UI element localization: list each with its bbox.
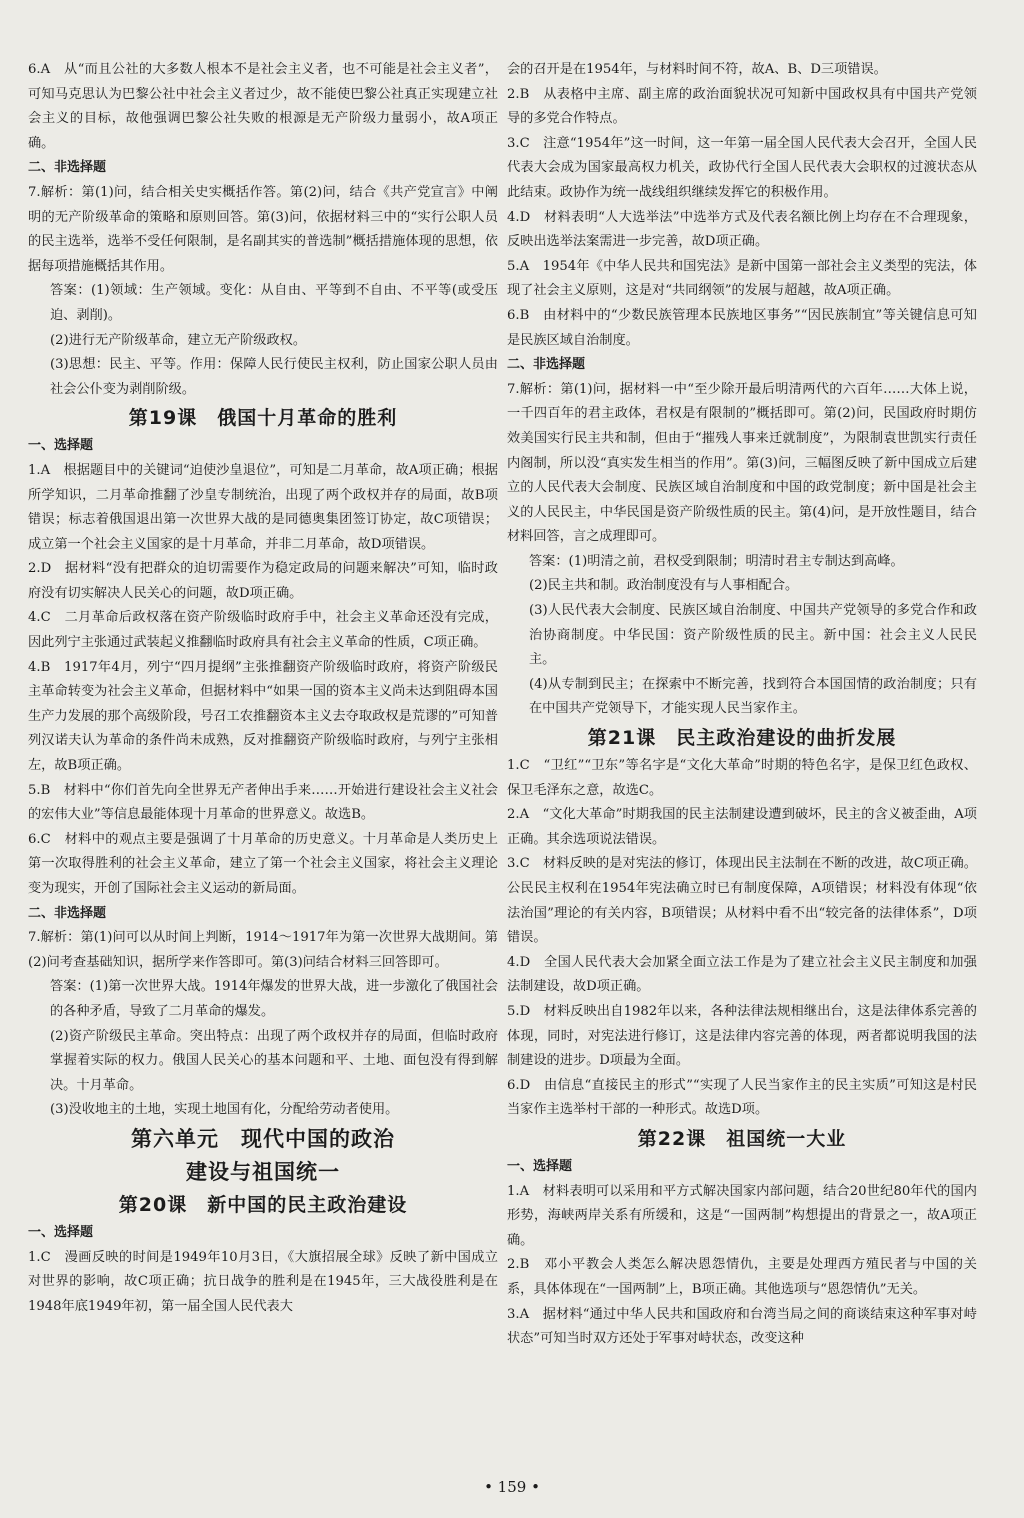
page-number: • 159 • <box>484 1478 540 1496</box>
lesson-title: 第19课 俄国十月革命的胜利 <box>128 407 398 430</box>
answer-item: 4.B 1917年4月，列宁“四月提纲”主张推翻资产阶级临时政府，将资产阶级民主革命转变为社会主义革命，但据材料中“如果一国的资本主义尚未达到阻碍本国生产力发展的那个高级阶段，号召工农推翻资本主义去夺取政权是荒谬的”可知普列汉诺夫认为革命的条件尚未成熟，反对推翻资产阶级临时政府，与列宁主张相左，故B项正确。 <box>28 659 498 774</box>
lesson-title: 第20课 新中国的民主政治建设 <box>118 1193 408 1216</box>
answer-item: 7.解析：第(1)问，据材料一中“至少除开最后明清两代的六百年……大体上说，一千四百年的君主政体，君权是有限制的”概括即可。第(2)问，民国政府时期仿效美国实行民主共和制，但由于“摧残人事来迁就制度”，为限制袁世凯实行责任内阁制，所以没“真实发生相当的作用”。第(3)问，三幅图反映了新中国成立后建立的人民代表大会制度、民族区域自治制度和中国的政党制度；新中国是社会主义的人民民主，中华民国是资产阶级性质的民主。第(4)问，是开放性题目，结合材料回答，言之成理即可。 <box>507 381 977 545</box>
answer-item: 会的召开是在1954年，与材料时间不符，故A、B、D三项错误。 <box>507 62 887 77</box>
answer-text: (3)人民代表大会制度、民族区域自治制度、中国共产党领导的多党合作和政治协商制度。中华民国：资产阶级性质的民主。新中国：社会主义人民民主。 <box>529 603 977 668</box>
answer-text: 答案：(1)第一次世界大战。1914年爆发的世界大战，进一步激化了俄国社会的各种矛盾，导致了二月革命的爆发。 <box>50 979 498 1019</box>
left-column <box>28 58 498 1319</box>
answer-item: 5.A 1954年《中华人民共和国宪法》是新中国第一部社会主义类型的宪法，体现了社会主义原则，这是对“共同纲领”的发展与超越，故A项正确。 <box>507 258 977 299</box>
section-heading: 二、非选择题 <box>507 357 586 373</box>
answer-item: 2.B 从表格中主席、副主席的政治面貌状况可知新中国政权具有中国共产党领导的多党合作特点。 <box>507 86 977 127</box>
answer-item: 6.A 从“而且公社的大多数人根本不是社会主义者，也不可能是社会主义者”，可知马克思认为巴黎公社中社会主义者过少，故不能使巴黎公社真正实现建立社会主义的目标，故他强调巴黎公社失败的根源是无产阶级力量弱小，故A项正确。 <box>28 62 498 151</box>
answer-item: 7.解析：第(1)问，结合相关史实概括作答。第(2)问，结合《共产党宣言》中阐明的无产阶级革命的策略和原则回答。第(3)问，依据材料三中的“实行公职人员的民主选举，选举不受任何限制，是名副其实的普选制”概括措施体现的思想，依据每项措施概括其作用。 <box>28 184 498 274</box>
section-heading: 一、选择题 <box>28 438 94 454</box>
answer-item: 1.C “卫红”“卫东”等名字是“文化大革命”时期的特色名字，是保卫红色政权、保卫毛泽东之意，故选C。 <box>507 758 977 798</box>
unit-title-line2: 建设与祖国统一 <box>186 1159 340 1184</box>
answer-text: (2)资产阶级民主革命。突出特点：出现了两个政权并存的局面，但临时政府掌握着实际的权力。俄国人民关心的基本问题和平、土地、面包没有得到解决。十月革命。 <box>50 1028 498 1093</box>
answer-item: 6.B 由材料中的“少数民族管理本民族地区事务”“因民族制宜”等关键信息可知是民族区域自治制度。 <box>507 307 977 348</box>
section-heading: 一、选择题 <box>28 1224 94 1240</box>
answer-item: 1.A 根据题目中的关键词“迫使沙皇退位”，可知是二月革命，故A项正确；根据所学知识，二月革命推翻了沙皇专制统治，出现了两个政权并存的局面，故B项错误；标志着俄国退出第一次世界大战的是同德奥集团签订协定，故C项错误；成立第一个社会主义国家的是十月革命，并非二月革命，故D项错误。 <box>28 462 498 552</box>
answer-item: 3.C 注意“1954年”这一时间，这一年第一届全国人民代表大会召开，全国人民代表大会成为国家最高权力机关，政协代行全国人民代表大会职权的过渡状态从此结束。政协作为统一战线组织继续发挥它的积极作用。 <box>507 135 977 200</box>
section-heading: 二、非选择题 <box>28 160 107 176</box>
answer-item: 5.D 材料反映出自1982年以来，各种法律法规相继出台，这是法律体系完善的体现，同时，对宪法进行修订，这是法律内容完善的体现，两者都说明我国的法制建设的进步。D项最为全面。 <box>507 1003 977 1069</box>
answer-item: 2.A “文化大革命”时期我国的民主法制建设遭到破坏，民主的含义被歪曲，A项正确。其余选项说法错误。 <box>507 807 977 847</box>
answer-item: 1.A 材料表明可以采用和平方式解决国家内部问题，结合20世纪80年代的国内形势，海峡两岸关系有所缓和，这是“一国两制”构想提出的背景之一，故A项正确。 <box>507 1183 977 1248</box>
right-column <box>507 58 977 1352</box>
answer-item: 4.C 二月革命后政权落在资产阶级临时政府手中，社会主义革命还没有完成，因此列宁主张通过武装起义推翻临时政府具有社会主义革命的性质，C项正确。 <box>28 610 498 651</box>
answer-text: 答案：(1)明清之前，君权受到限制；明清时君主专制达到高峰。 <box>529 553 904 569</box>
answer-item: 5.B 材料中“你们首先向全世界无产者伸出手来……开始进行建设社会主义社会的宏伟大业”等信息最能体现十月革命的世界意义。故选B。 <box>28 782 498 823</box>
answer-item: 6.C 材料中的观点主要是强调了十月革命的历史意义。十月革命是人类历史上第一次取得胜利的社会主义革命，建立了第一个社会主义国家，将社会主义理论变为现实，开创了国际社会主义运动的新局面。 <box>28 831 498 896</box>
answer-text: (4)从专制到民主；在探索中不断完善，找到符合本国国情的政治制度；只有在中国共产党领导下，才能实现人民当家作主。 <box>529 676 977 717</box>
answer-item: 6.D 由信息“直接民主的形式”“实现了人民当家作主的民主实质”可知这是村民当家作主选举村干部的一种形式。故选D项。 <box>507 1077 977 1118</box>
unit-title: 第六单元 现代中国的政治 <box>131 1126 395 1151</box>
section-heading: 一、选择题 <box>507 1158 573 1174</box>
lesson-title: 第22课 祖国统一大业 <box>637 1127 847 1150</box>
answer-item: 3.A 据材料“通过中华人民共和国政府和台湾当局之间的商谈结束这种军事对峙状态”可知当时双方还处于军事对峙状态，改变这种 <box>507 1306 977 1347</box>
answer-text: (3)没收地主的土地，实现土地国有化，分配给劳动者使用。 <box>50 1102 399 1118</box>
answer-item: 7.解析：第(1)问可以从时间上判断，1914～1917年为第一次世界大战期间。第(2)问考查基础知识，据所学来作答即可。第(3)问结合材料三回答即可。 <box>28 930 498 970</box>
section-heading: 二、非选择题 <box>28 905 107 921</box>
answer-item: 4.D 全国人民代表大会加紧全面立法工作是为了建立社会主义民主制度和加强法制建设，故D项正确。 <box>507 954 977 995</box>
answer-item: 3.C 材料反映的是对宪法的修订，体现出民主法制在不断的改进，故C项正确。公民民主权利在1954年宪法确立时已有制度保障，A项错误；材料没有体现“依法治国”理论的有关内容，B项错误；从材料中看不出“较完备的法律体系”，D项错误。 <box>507 856 977 946</box>
answer-text: (2)民主共和制。政治制度没有与人事相配合。 <box>529 578 799 594</box>
answer-item: 2.D 据材料“没有把群众的迫切需要作为稳定政局的问题来解决”可知，临时政府没有切实解决人民关心的问题，故D项正确。 <box>28 561 498 601</box>
answer-text: (3)思想：民主、平等。作用：保障人民行使民主权利，防止国家公职人员由社会公仆变为剥削阶级。 <box>50 357 498 397</box>
lesson-title: 第21课 民主政治建设的曲折发展 <box>587 727 897 750</box>
answer-item: 4.D 材料表明“人大选举法”中选举方式及代表名额比例上均存在不合理现象，反映出选举法案需进一步完善，故D项正确。 <box>507 209 977 250</box>
answer-item: 2.B 邓小平教会人类怎么解决恩怨情仇，主要是处理西方殖民者与中国的关系，具体体现在“一国两制”上，B项正确。其他选项与“恩怨情仇”无关。 <box>507 1257 977 1297</box>
answer-text: 答案：(1)领域：生产领域。变化：从自由、平等到不自由、不平等(或受压迫、剥削)。 <box>50 283 498 323</box>
answer-item: 1.C 漫画反映的时间是1949年10月3日，《大旗招展全球》反映了新中国成立对世界的影响，故C项正确；抗日战争的胜利是在1945年，三大战役胜利是在1948年底1949年初，第一届全国人民代表大 <box>28 1249 498 1314</box>
answer-text: (2)进行无产阶级革命，建立无产阶级政权。 <box>50 332 307 348</box>
